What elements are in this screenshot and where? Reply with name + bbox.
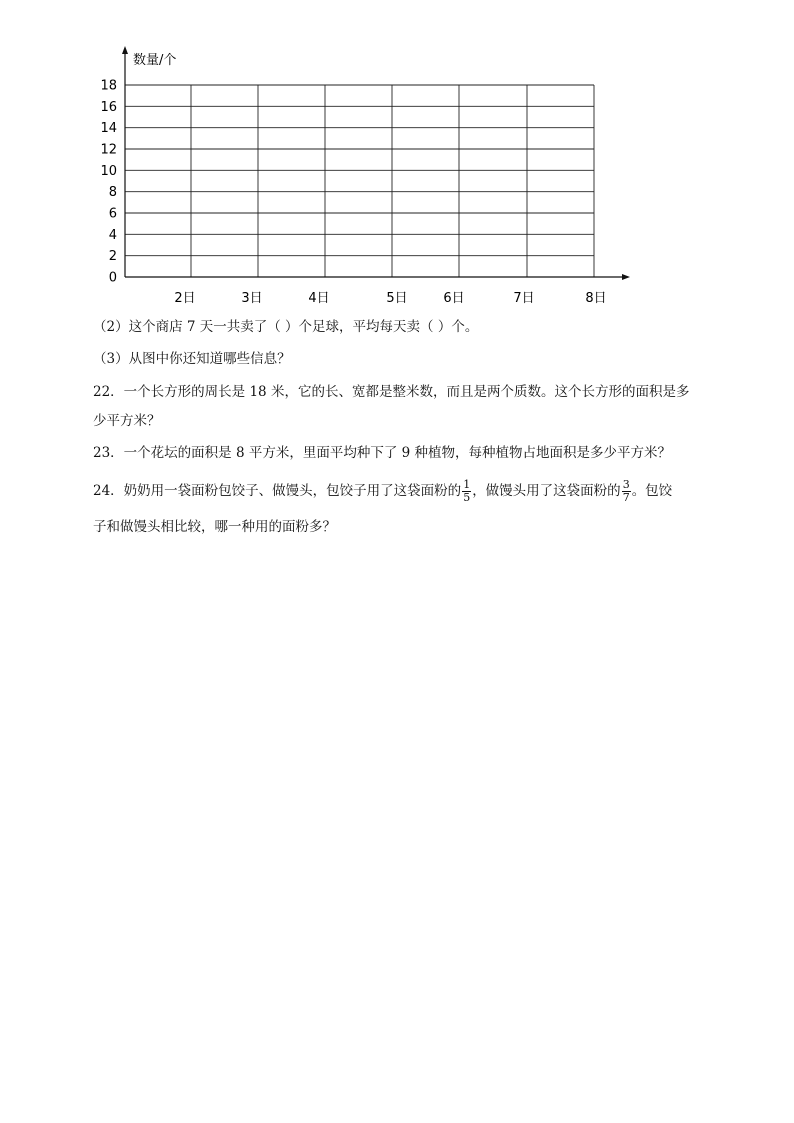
question-21-part-2: （2）这个商店 7 天一共卖了（ ）个足球，平均每天卖（ ）个。 bbox=[93, 319, 479, 335]
y-tick-label: 18 bbox=[100, 78, 117, 94]
x-tick-label: 8日 bbox=[585, 291, 607, 306]
grid-lines bbox=[125, 85, 594, 277]
y-tick-label: 12 bbox=[100, 142, 117, 158]
y-tick-label: 4 bbox=[108, 227, 117, 243]
question-24-line-1 bbox=[93, 479, 672, 504]
x-axis-arrow bbox=[622, 274, 630, 280]
question-24-line-2: 子和做馒头相比较，哪一种用的面粉多？ bbox=[93, 519, 336, 535]
y-tick-label: 0 bbox=[108, 270, 117, 286]
axes bbox=[122, 46, 630, 280]
question-23: 23．一个花坛的面积是 8 平方米，里面平均种下了 9 种植物，每种植物占地面积是多少平方米？ bbox=[93, 445, 672, 461]
x-tick-label: 7日 bbox=[513, 291, 535, 306]
question-22-line-1: 22．一个长方形的周长是 18 米，它的长、宽都是整米数，而且是两个质数。这个长方形的面积是多 bbox=[93, 384, 690, 400]
x-tick-label: 5日 bbox=[386, 291, 408, 306]
question-21-part-3: （3）从图中你还知道哪些信息？ bbox=[93, 351, 291, 367]
question-22-line-2: 少平方米？ bbox=[93, 413, 161, 429]
fraction-three-sevenths: $\frac{3}{7}$ bbox=[622, 478, 630, 504]
y-tick-label: 2 bbox=[108, 249, 117, 265]
grid-chart bbox=[95, 44, 640, 309]
y-axis-label: 数量/个 bbox=[133, 53, 177, 68]
y-tick-label: 16 bbox=[100, 99, 117, 115]
x-tick-label: 3日 bbox=[241, 291, 263, 306]
x-tick-label: 6日 bbox=[443, 291, 465, 306]
x-tick-label: 2日 bbox=[174, 291, 196, 306]
y-tick-label: 6 bbox=[108, 206, 117, 222]
y-tick-label: 8 bbox=[108, 185, 117, 201]
x-tick-label: 4日 bbox=[308, 291, 330, 306]
y-tick-label: 14 bbox=[100, 121, 117, 137]
y-tick-label: 10 bbox=[100, 163, 117, 179]
question-24-text-a: 24．奶奶用一袋面粉包饺子、做馒头，包饺子用了这袋面粉的 bbox=[93, 483, 462, 499]
question-24-text-c: 。包饺 bbox=[631, 483, 673, 499]
fraction-one-fifth: $\frac{1}{5}$ bbox=[463, 478, 471, 504]
y-axis-arrow bbox=[122, 46, 128, 54]
question-24-text-b: ，做馒头用了这袋面粉的 bbox=[472, 483, 621, 499]
